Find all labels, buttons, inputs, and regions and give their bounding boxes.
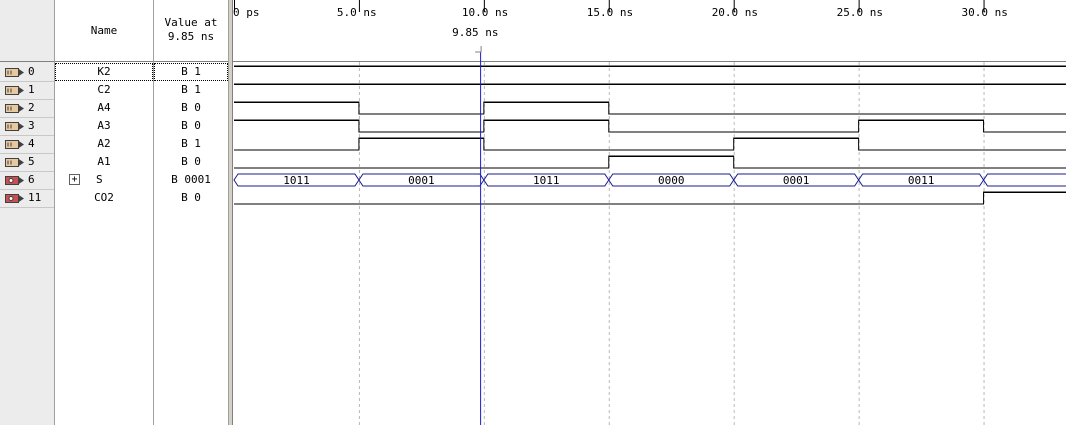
id-column-header: [0, 0, 54, 62]
signal-value-row-c2[interactable]: [154, 81, 228, 99]
signal-name-row-c2[interactable]: [55, 81, 153, 99]
signal-trace: [234, 120, 1066, 132]
signal-id: 11: [28, 191, 42, 204]
signal-value-row-k2[interactable]: [154, 63, 228, 81]
time-tick-label: 15.0 ns: [586, 6, 634, 19]
waveform-a4: [234, 102, 1066, 114]
signal-trace: [234, 102, 1066, 114]
bus-value-label: 0011: [907, 174, 935, 187]
signal-id-row-5[interactable]: [0, 153, 54, 172]
signal-name-row-co2[interactable]: [55, 189, 153, 207]
signal-value-row-a4[interactable]: [154, 99, 228, 117]
waveform-co2: [234, 192, 1066, 204]
waveform-a2: [234, 138, 1066, 150]
signal-id-column: [0, 0, 55, 425]
bus-value-label: 0000: [657, 174, 685, 187]
signal-value-row-a1[interactable]: [154, 153, 228, 171]
signal-id: 6: [28, 173, 35, 186]
signal-id: 0: [28, 65, 35, 78]
signal-id: 2: [28, 101, 35, 114]
signal-name: A2: [97, 137, 111, 150]
time-cursor-label: 9.85 ns: [452, 26, 499, 39]
signal-id-row-11[interactable]: [0, 189, 54, 208]
bus-value-label: 1011: [533, 174, 560, 187]
value-header-line2: 9.85 ns: [167, 30, 215, 43]
signal-name: A1: [97, 155, 111, 168]
signal-value: B 0: [181, 155, 201, 168]
waveform-canvas[interactable]: [233, 0, 1066, 425]
signal-name-row-a4[interactable]: [55, 99, 153, 117]
signal-name: A4: [97, 101, 111, 114]
signal-value-row-s[interactable]: [154, 171, 228, 189]
time-tick-label: 30.0 ns: [961, 6, 1008, 19]
time-tick-label: 5.0 ns: [336, 6, 377, 19]
signal-name-row-a3[interactable]: [55, 117, 153, 135]
signal-id: 1: [28, 83, 35, 96]
signal-trace: [234, 138, 1066, 150]
time-tick-label: 10.0 ns: [461, 6, 509, 19]
signal-name: C2: [97, 83, 111, 96]
time-tick-label: 20.0 ns: [711, 6, 759, 19]
input-pin-icon: [5, 85, 25, 96]
signal-id: 5: [28, 155, 35, 168]
signal-name: K2: [97, 65, 111, 78]
signal-trace: [234, 192, 1066, 204]
waveform-a3: [234, 120, 1066, 132]
time-tick-label: 0 ps: [233, 6, 260, 19]
signal-value-row-a2[interactable]: [154, 135, 228, 153]
signal-value-column: [154, 0, 229, 425]
time-cursor-handle: [475, 46, 481, 52]
value-header-line1: Value at: [164, 16, 218, 29]
signal-id-row-0[interactable]: [0, 63, 54, 82]
signal-value: B 1: [181, 65, 201, 78]
input-pin-icon: [5, 157, 25, 168]
signal-value: B 0: [181, 119, 201, 132]
signal-id-row-3[interactable]: [0, 117, 54, 136]
output-pin-icon: [5, 193, 25, 204]
signal-id: 4: [28, 137, 35, 150]
expand-bus-icon[interactable]: +: [69, 174, 80, 185]
signal-name-row-a2[interactable]: [55, 135, 153, 153]
bus-segment: [984, 174, 1066, 186]
value-column-header[interactable]: [154, 0, 228, 62]
input-pin-icon: [5, 103, 25, 114]
signal-name-column: [55, 0, 154, 425]
signal-name: S: [96, 173, 103, 186]
name-header-label: Name: [90, 24, 118, 37]
signal-value: B 1: [181, 83, 201, 96]
signal-id-row-6[interactable]: [0, 171, 54, 190]
signal-name-row-k2[interactable]: [55, 63, 153, 81]
signal-name: A3: [97, 119, 111, 132]
signal-value: B 0: [181, 191, 201, 204]
signal-id-row-4[interactable]: [0, 135, 54, 154]
bus-value-label: 0001: [408, 174, 435, 187]
signal-value-row-co2[interactable]: [154, 189, 228, 207]
signal-id-row-1[interactable]: [0, 81, 54, 100]
signal-name: CO2: [94, 191, 114, 204]
input-pin-icon: [5, 67, 25, 78]
waveform-s: [234, 174, 1066, 187]
signal-value: B 0: [181, 101, 201, 114]
signal-value: B 0001: [171, 173, 211, 186]
waveform-c2: [234, 84, 1066, 85]
signal-id-row-2[interactable]: [0, 99, 54, 118]
output-pin-icon: [5, 175, 25, 186]
bus-value-label: 1011: [283, 174, 310, 187]
signal-trace: [234, 156, 1066, 168]
signal-id: 3: [28, 119, 35, 132]
signal-value: B 1: [181, 137, 201, 150]
time-tick-label: 25.0 ns: [836, 6, 883, 19]
input-pin-icon: [5, 121, 25, 132]
bus-value-label: 0001: [782, 174, 810, 187]
name-column-header[interactable]: [55, 0, 153, 62]
input-pin-icon: [5, 139, 25, 150]
waveform-a1: [234, 156, 1066, 168]
signal-name-row-a1[interactable]: [55, 153, 153, 171]
waveform-k2: [234, 66, 1066, 67]
signal-name-row-s[interactable]: [55, 171, 153, 189]
waveform-area[interactable]: [233, 0, 1066, 425]
signal-value-row-a3[interactable]: [154, 117, 228, 135]
